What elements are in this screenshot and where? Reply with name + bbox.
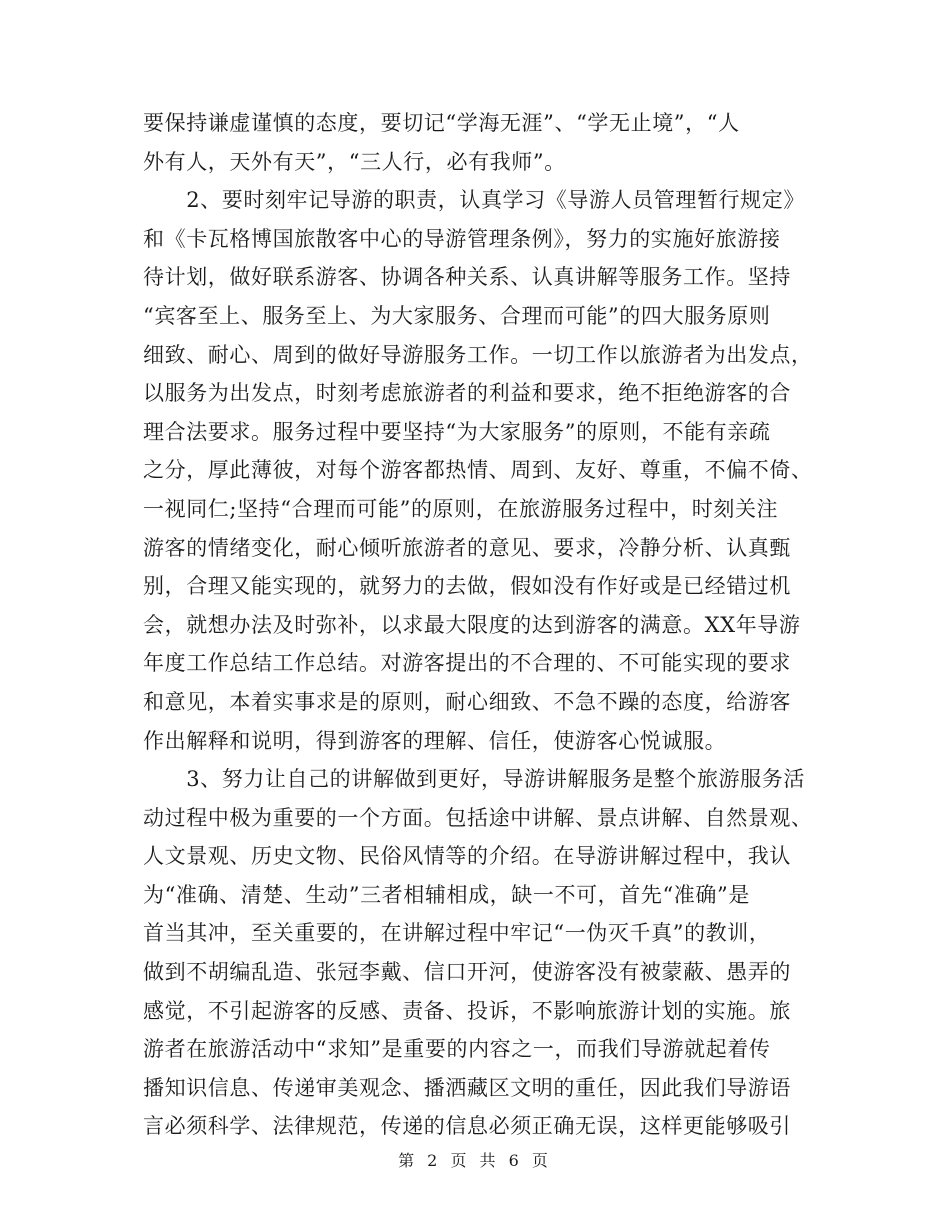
- text-line: 游者在旅游活动中“求知”是重要的内容之一，而我们导游就起着传: [143, 1037, 771, 1062]
- text-line: 首当其冲，至关重要的，在讲解过程中牢记“一伪灭千真”的教训，: [143, 921, 771, 946]
- text-line: 别，合理又能实现的，就努力的去做，假如没有作好或是已经错过机: [143, 574, 791, 599]
- text-line: 之分，厚此薄彼，对每个游客都热情、周到、友好、尊重，不偏不倚、: [143, 458, 813, 483]
- text-line: 为“准确、清楚、生动”三者相辅相成，缺一不可，首先“准确”是: [143, 882, 750, 907]
- text-line: 动过程中极为重要的一个方面。包括途中讲解、景点讲解、自然景观、: [143, 805, 813, 830]
- text-line: 以服务为出发点，时刻考虑旅游者的利益和要求，绝不拒绝游客的合: [143, 381, 791, 406]
- text-line: 播知识信息、传递审美观念、播洒藏区文明的重任，因此我们导游语: [143, 1075, 791, 1100]
- text-line: 理合法要求。服务过程中要坚持“为大家服务”的原则，不能有亲疏: [143, 419, 771, 444]
- text-line: 人文景观、历史文物、民俗风情等的介绍。在导游讲解过程中，我认: [143, 844, 791, 869]
- text-line: 游客的情绪变化，耐心倾听旅游者的意见、要求，冷静分析、认真甄: [143, 535, 791, 560]
- text-line: 外有人，天外有天”，“三人行，必有我师”。: [143, 149, 566, 174]
- text-line: 感觉，不引起游客的反感、责备、投诉，不影响旅游计划的实施。旅: [143, 998, 791, 1023]
- text-line: 待计划，做好联系游客、协调各种关系、认真讲解等服务工作。坚持: [143, 265, 791, 290]
- text-line: 3、努力让自己的讲解做到更好，导游讲解服务是整个旅游服务活: [143, 767, 805, 792]
- text-line: 2、要时刻牢记导游的职责，认真学习《导游人员管理暂行规定》: [143, 188, 805, 213]
- text-line: “宾客至上、服务至上、为大家服务、合理而可能”的四大服务原则: [143, 303, 771, 328]
- text-line: 要保持谦虚谨慎的态度，要切记“学海无涯”、“学无止境”，“人: [143, 111, 740, 135]
- text-line: 和意见，本着实事求是的原则，耐心细致、不急不躁的态度，给游客: [143, 689, 791, 714]
- text-line: 言必须科学、法律规范，传递的信息必须正确无误，这样更能够吸引: [143, 1114, 791, 1139]
- text-line: 一视同仁;坚持“合理而可能”的原则，在旅游服务过程中，时刻关注: [143, 496, 779, 521]
- text-line: 作出解释和说明，得到游客的理解、信任，使游客心悦诚服。: [143, 728, 727, 753]
- body-text: [143, 104, 813, 1146]
- text-line: 年度工作总结工作总结。对游客提出的不合理的、不可能实现的要求: [143, 651, 791, 676]
- text-line: 细致、耐心、周到的做好导游服务工作。一切工作以旅游者为出发点，: [143, 342, 813, 367]
- text-line: 和《卡瓦格博国旅散客中心的导游管理条例》，努力的实施好旅游接: [143, 226, 781, 251]
- text-line: 会，就想办法及时弥补，以求最大限度的达到游客的满意。XX年导游: [143, 612, 801, 637]
- text-line: 做到不胡编乱造、张冠李戴、信口开河，使游客没有被蒙蔽、愚弄的: [143, 960, 791, 985]
- page-number-footer: 第 2 页 共 6 页: [398, 1151, 552, 1170]
